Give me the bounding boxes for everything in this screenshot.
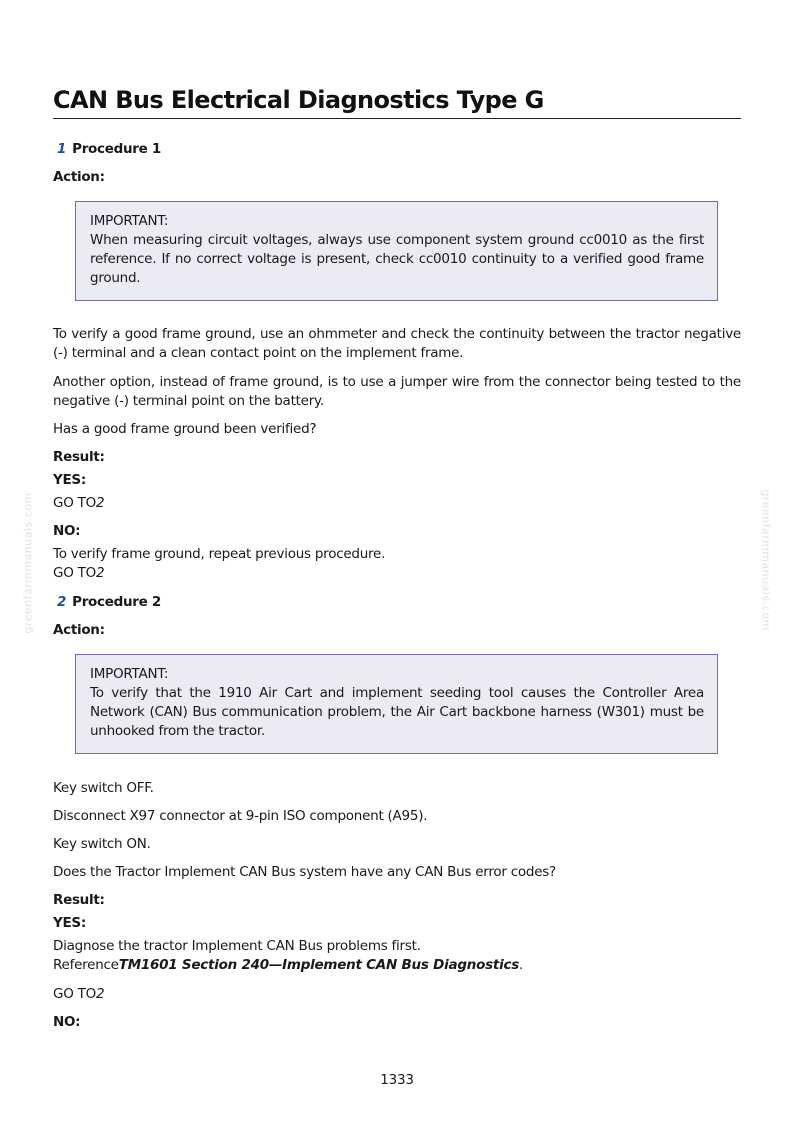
- page-title: CAN Bus Electrical Diagnostics Type G: [53, 86, 741, 119]
- procedure-1-yes-goto: [53, 494, 104, 513]
- procedure-2-yes-label: YES:: [53, 915, 86, 931]
- note-heading: IMPORTANT:: [90, 666, 169, 682]
- procedure-2-number: 2: [57, 594, 67, 610]
- procedure-1-heading: [53, 141, 161, 157]
- procedure-2-title: Procedure 2: [72, 594, 161, 610]
- note-body: To verify that the 1910 Air Cart and implement seeding tool causes the Controller Area Network (CAN) Bus communication problem, the Air Cart backbone harness (W301) must be unhooked from the tractor.: [90, 685, 704, 739]
- procedure-1-number: 1: [57, 141, 67, 157]
- procedure-1-no-label: NO:: [53, 523, 81, 539]
- procedure-1-question: Has a good frame ground been verified?: [53, 421, 317, 437]
- procedure-2-step-3: Key switch ON.: [53, 836, 151, 852]
- procedure-2-important-note: [75, 654, 718, 754]
- procedure-1-action-label: Action:: [53, 169, 105, 185]
- procedure-1-no-text: To verify frame ground, repeat previous procedure.: [53, 546, 386, 562]
- procedure-2-result-label: Result:: [53, 892, 105, 908]
- procedure-1-title: Procedure 1: [72, 141, 161, 157]
- procedure-2-no-label: NO:: [53, 1014, 81, 1030]
- procedure-2-yes-goto: [53, 985, 104, 1004]
- reference-suffix: .: [519, 957, 524, 973]
- procedure-2-action-label: Action:: [53, 622, 105, 638]
- procedure-2-step-1: Key switch OFF.: [53, 780, 154, 796]
- note-heading: IMPORTANT:: [90, 213, 169, 229]
- page-number: 1333: [380, 1072, 414, 1088]
- procedure-1-paragraph-2: Another option, instead of frame ground, is to use a jumper wire from the connector being tested to the negative (-) terminal point on the battery.: [53, 374, 741, 409]
- procedure-1-yes-label: YES:: [53, 472, 86, 488]
- note-body: When measuring circuit voltages, always use component system ground cc0010 as the first reference. If no correct voltage is present, check cc0010 continuity to a verified good frame ground.: [90, 232, 704, 286]
- procedure-2-step-2: Disconnect X97 connector at 9-pin ISO component (A95).: [53, 808, 428, 824]
- goto-prefix: GO TO: [53, 495, 97, 511]
- goto-prefix: GO TO: [53, 986, 97, 1002]
- procedure-1-result-label: Result:: [53, 449, 105, 465]
- procedure-2-yes-reference: [53, 956, 523, 975]
- reference-prefix: Reference: [53, 957, 119, 973]
- goto-link[interactable]: 2: [96, 495, 105, 511]
- procedure-1-no-goto: [53, 564, 104, 583]
- goto-link[interactable]: 2: [96, 565, 105, 581]
- procedure-2-question: Does the Tractor Implement CAN Bus system have any CAN Bus error codes?: [53, 864, 556, 880]
- reference-link[interactable]: TM1601 Section 240—Implement CAN Bus Diagnostics: [118, 957, 520, 973]
- procedure-2-heading: [53, 594, 161, 610]
- procedure-1-paragraph-1: To verify a good frame ground, use an ohmmeter and check the continuity between the tractor negative (-) terminal and a clean contact point on the implement frame.: [53, 326, 741, 361]
- goto-link[interactable]: 2: [96, 986, 105, 1002]
- goto-prefix: GO TO: [53, 565, 97, 581]
- watermark-right: greenfarmmanuals.com: [759, 489, 773, 631]
- procedure-1-important-note: [75, 201, 718, 301]
- watermark-left: greenfarmmanuals.com: [21, 492, 35, 634]
- procedure-2-yes-text: Diagnose the tractor Implement CAN Bus problems first.: [53, 938, 421, 954]
